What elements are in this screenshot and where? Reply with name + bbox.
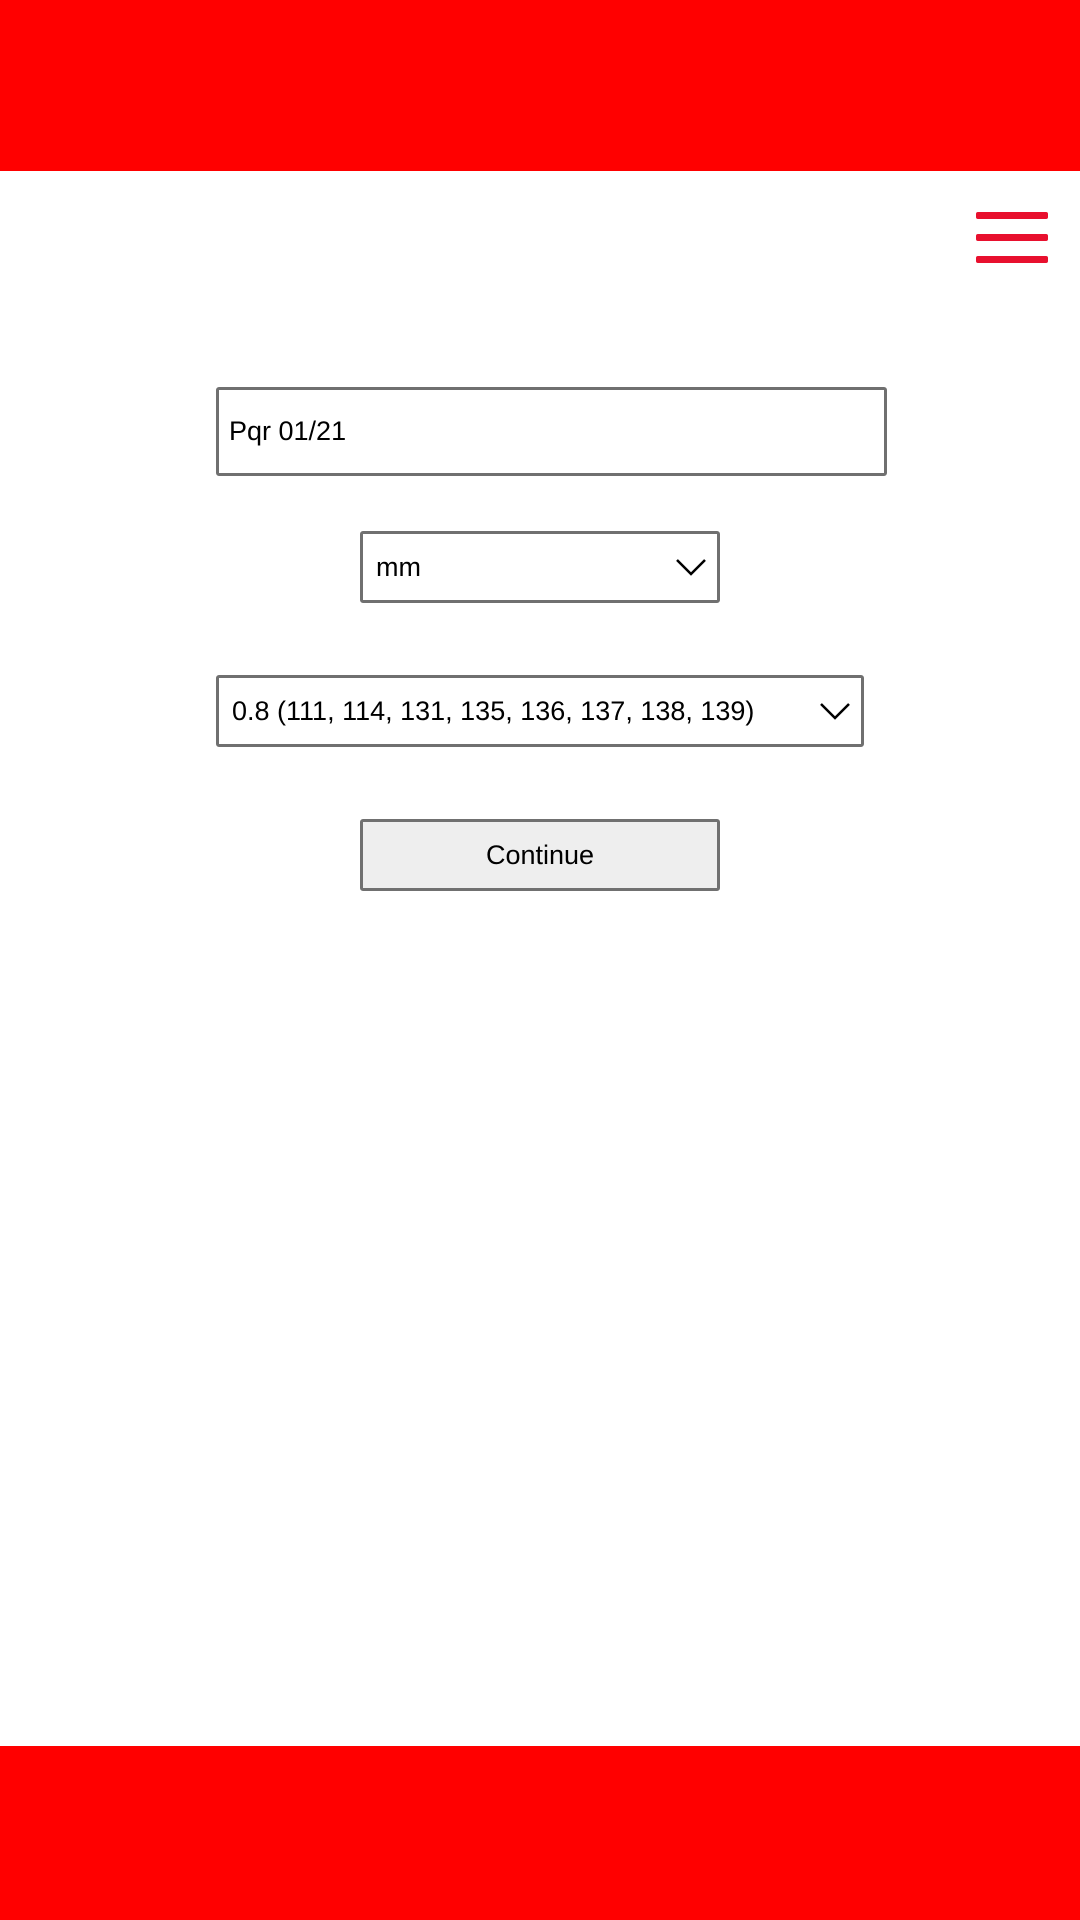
bottom-footer-bar: [0, 1746, 1080, 1920]
reference-input-value: Pqr 01/21: [229, 416, 347, 446]
hamburger-menu-icon-line-top: [976, 212, 1048, 219]
unit-select[interactable]: [360, 531, 720, 603]
chevron-down-icon: [819, 701, 851, 721]
hamburger-menu-icon-line-middle: [976, 234, 1048, 241]
menu-button[interactable]: [972, 206, 1050, 270]
chevron-down-icon: [675, 557, 707, 577]
reference-input[interactable]: [216, 387, 887, 476]
value-select[interactable]: [216, 675, 864, 747]
value-select-value: 0.8 (111, 114, 131, 135, 136, 137, 138, 139): [232, 695, 755, 726]
unit-select-value: mm: [376, 551, 421, 582]
continue-button-label: Continue: [485, 839, 595, 870]
top-header-bar: [0, 0, 1080, 171]
hamburger-menu-icon-line-bottom: [976, 256, 1048, 263]
continue-button[interactable]: [360, 819, 720, 891]
